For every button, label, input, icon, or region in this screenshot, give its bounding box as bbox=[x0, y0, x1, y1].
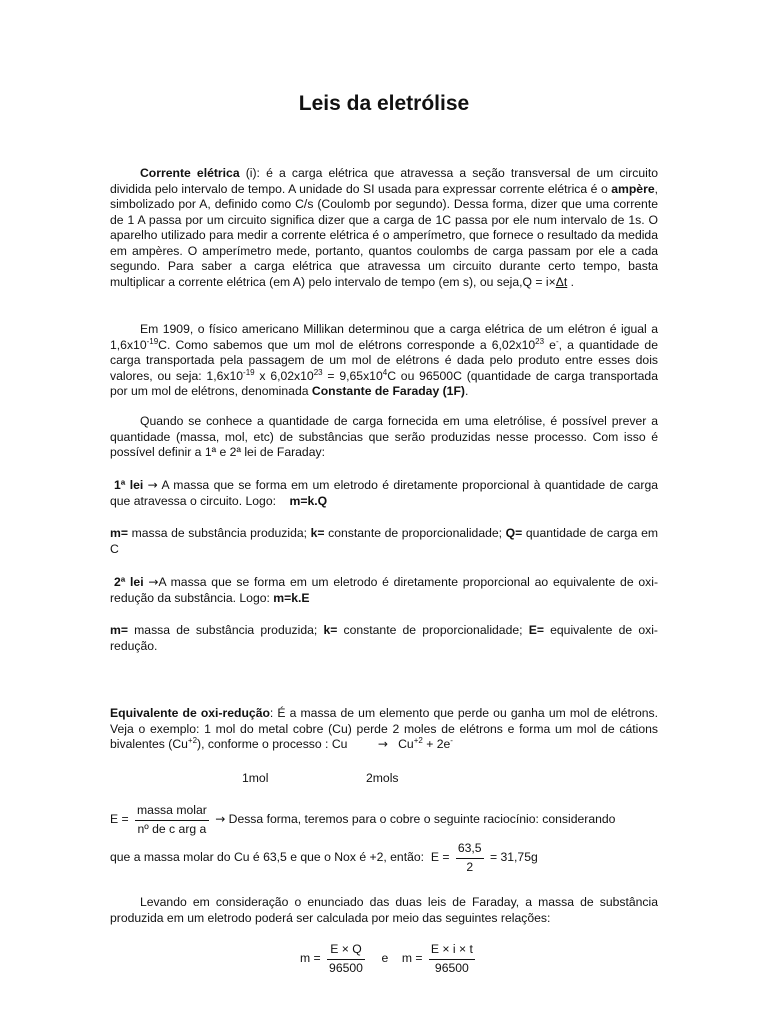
arrow-right-icon: → bbox=[215, 812, 226, 827]
term-faraday-constant: Constante de Faraday (1F) bbox=[311, 384, 465, 398]
equation-e-cobre: que a massa molar do Cu é 63,5 e que o Nox é +2, então: E = $\frac{63,5}{2}$ = 31,75g bbox=[110, 841, 538, 874]
paragraph-millikan: Em 1909, o físico americano Millikan determinou que a carga elétrica de um elétron é igual a $1,6x10^{-19}C$. Como sabemos que um mol de elétrons corresponde a $6,02x10^{23}$ e-, a quantidade de carga transportada pela passagem de um mol de elétrons é dada pelo produto entre esses dois valores, ou seja: $1,6x10^{-19}$ x $6,02x10^{23} = 9,65x10^4C$ ou 96500C (quantidade de carga transportada por um mol de elétrons, denominada Constante de Faraday (1F). bbox=[110, 322, 658, 398]
formula-lei2: m=k.E bbox=[273, 590, 310, 605]
paragraph-corrente: Corrente elétrica (i): é a carga elétrica que atravessa a seção transversal de um circuito dividida pelo intervalo de tempo. A unidade do SI usada para expressar corrente elétrica é o ampère, simbolizado por A, definido como C/s (Coulomb por segundo). Dessa forma, dizer que uma corrente de 1 A passa por um circuito significa dizer que a carga de 1C passa por ele num intervalo de 1s. O aparelho utilizado para medir a corrente elétrica é o amperímetro, que fornece o resultado da medida em ampères. O amperímetro mede, portanto, quantos coulombs de carga passam por ele a cada segundo. Para saber a carga elétrica que atravessa um circuito durante certo tempo, basta multiplicar a corrente elétrica (em A) pelo intervalo de tempo (em s), ou seja,Q = i×Δt . bbox=[110, 166, 658, 289]
equation-final: m = $\frac{E \times Q}{96500}$ e m = $\frac{E \times i \times t}{96500}$ bbox=[300, 942, 473, 975]
equation-e-definition: E = $\frac{\text{massa molar}}{\text{nº de c arg a}}$ → Dessa forma, teremos para o cobre o seguinte raciocínio: considerando bbox=[110, 803, 616, 836]
fraction-massa-molar: $\frac{\text{massa molar}}{\text{nº de c arg a}}$ bbox=[137, 803, 207, 836]
paragraph-def2: m= massa de substância produzida; k= constante de proporcionalidade; E= equivalente de oxi-redução. bbox=[110, 623, 658, 653]
fraction-cobre: $\frac{63,5}{2}$ bbox=[457, 841, 482, 874]
paragraph-intro-leis: Quando se conhece a quantidade de carga fornecida em uma eletrólise, é possível prever a quantidade (massa, mol, etc) de substâncias que serão produzidas nesse processo. Com isso é possível definir a 1ª e 2ª lei de Faraday: bbox=[110, 414, 658, 459]
formula-q: Q = i×Δt . bbox=[522, 274, 575, 289]
fraction-eit: $\frac{E \times i \times t}{96500}$ bbox=[430, 942, 473, 975]
fraction-eq: $\frac{E \times Q}{96500}$ bbox=[329, 942, 363, 975]
paragraph-lei2: 2ª lei →A massa que se forma em um eletrodo é diretamente proporcional ao equivalente de oxi-redução da substância. Logo: m=k.E bbox=[110, 575, 658, 605]
term-ampere: ampère bbox=[611, 181, 655, 196]
arrow-right-icon: → bbox=[377, 737, 388, 751]
term-corrente: Corrente elétrica bbox=[140, 166, 240, 180]
paragraph-lei1: 1ª lei → A massa que se forma em um eletrodo é diretamente proporcional à quantidade de carga que atravessa o circuito. Logo: m=k.Q bbox=[110, 478, 658, 508]
lei2-label: 2ª lei bbox=[114, 575, 144, 589]
arrow-right-icon: → bbox=[148, 575, 159, 589]
term-equivalente: Equivalente de oxi-redução bbox=[110, 706, 270, 720]
paragraph-def1: m= massa de substância produzida; k= constante de proporcionalidade; Q= quantidade de carga em C bbox=[110, 526, 658, 556]
label-2mols: 2mols bbox=[366, 771, 399, 785]
lei1-label: 1ª lei bbox=[114, 478, 144, 492]
page-title: Leis da eletrólise bbox=[298, 92, 470, 115]
paragraph-final: Levando em consideração o enunciado das duas leis de Faraday, a massa de substância produzida em um eletrodo poderá ser calculada por meio das seguintes relações: bbox=[110, 895, 658, 925]
paragraph-equivalente: Equivalente de oxi-redução: É a massa de um elemento que perde ou ganha um mol de elétrons. Veja o exemplo: 1 mol do metal cobre (Cu) perde 2 moles de elétrons e forma um mol de cátions bivalentes $(Cu^{+2})$, conforme o processo : Cu → $Cu^{+2} + 2e^-$ bbox=[110, 706, 658, 751]
arrow-right-icon: → bbox=[147, 478, 158, 492]
label-1mol: 1mol bbox=[242, 771, 269, 785]
formula-lei1: m=k.Q bbox=[289, 493, 328, 508]
